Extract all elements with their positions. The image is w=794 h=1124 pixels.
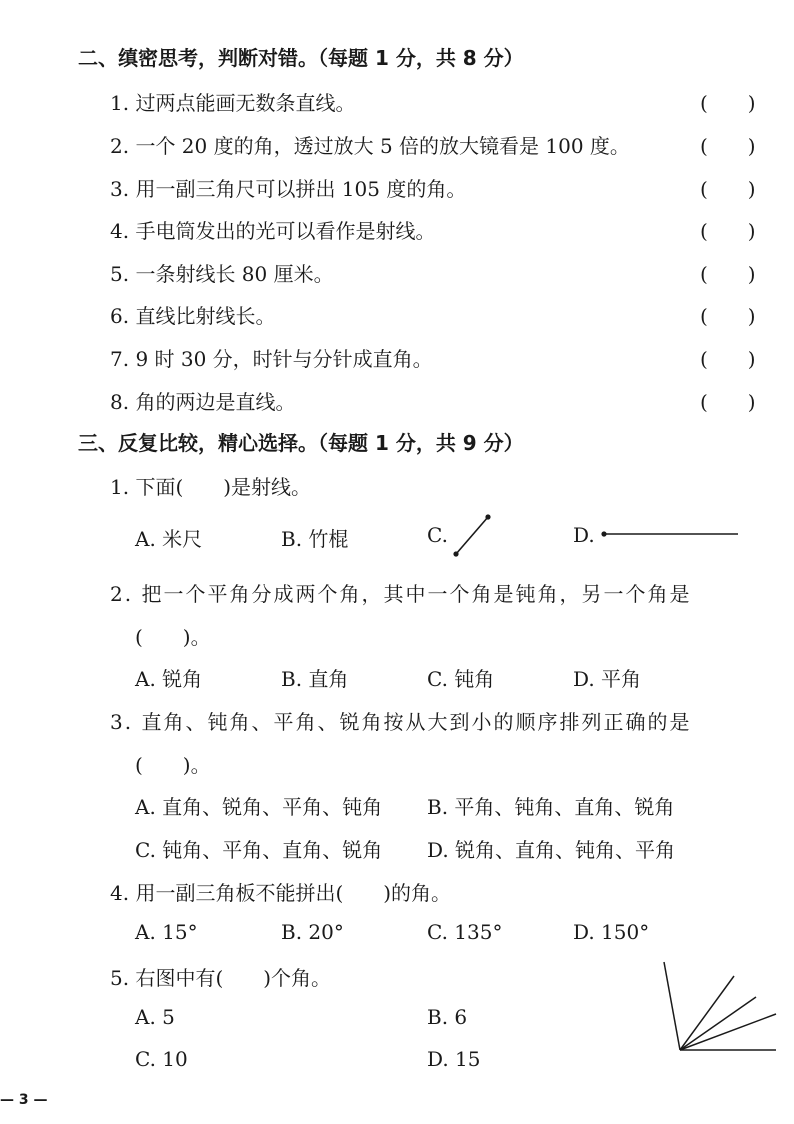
q1-option-a[interactable]: A. 米尺 [135,527,203,551]
ray-2 [680,1014,776,1050]
q5-option-b[interactable]: B. 6 [427,1005,468,1029]
choice-question-2: 2. 把一个平角分成两个角，其中一个角是钝角，另一个角是 [110,582,692,606]
q3-option-c[interactable]: C. 钝角、平角、直角、锐角 [135,838,383,862]
q4-option-c[interactable]: C. 135° [427,920,503,944]
judge-question-6: 6. 直线比射线长。 [110,304,276,328]
answer-blank-6[interactable]: ( ) [700,304,756,328]
choice-question-5: 5. 右图中有( )个角。 [110,966,332,990]
section-3-title: 三、反复比较，精心选择。（每题 1 分，共 9 分） [78,431,524,455]
q1-option-b[interactable]: B. 竹棍 [281,527,349,551]
judge-question-5: 5. 一条射线长 80 厘米。 [110,262,334,286]
q2-option-d[interactable]: D. 平角 [573,667,642,691]
judge-question-7: 7. 9 时 30 分，时针与分针成直角。 [110,347,433,371]
q4-option-d[interactable]: D. 150° [573,920,650,944]
answer-blank-4[interactable]: ( ) [700,219,756,243]
judge-question-3: 3. 用一副三角尺可以拼出 105 度的角。 [110,177,467,201]
q3-option-a[interactable]: A. 直角、锐角、平角、钝角 [135,795,383,819]
choice-question-3: 3. 直角、钝角、平角、锐角按从大到小的顺序排列正确的是 [110,710,692,734]
answer-blank-3[interactable]: ( ) [700,177,756,201]
q4-option-b[interactable]: B. 20° [281,920,344,944]
judge-question-1: 1. 过两点能画无数条直线。 [110,91,356,115]
q2-option-b[interactable]: B. 直角 [281,667,349,691]
line-segment-figure [450,512,492,560]
q5-option-a[interactable]: A. 5 [135,1005,175,1029]
q5-option-d[interactable]: D. 15 [427,1047,481,1071]
answer-blank-2[interactable]: ( ) [700,134,756,158]
judge-question-8: 8. 角的两边是直线。 [110,390,296,414]
page-number: — 3 — [0,1092,48,1108]
answer-blank-8[interactable]: ( ) [700,390,756,414]
q2-option-a[interactable]: A. 锐角 [135,667,203,691]
answer-blank-7[interactable]: ( ) [700,347,756,371]
q4-option-a[interactable]: A. 15° [135,920,198,944]
q1-option-d[interactable]: D. [573,523,595,547]
q1-option-c[interactable]: C. [427,523,448,547]
answer-blank-5[interactable]: ( ) [700,262,756,286]
ray-figure [598,527,740,541]
choice-question-1: 1. 下面( )是射线。 [110,475,312,499]
section-2-title: 二、缜密思考，判断对错。（每题 1 分，共 8 分） [78,46,524,70]
judge-question-4: 4. 手电筒发出的光可以看作是射线。 [110,219,436,243]
judge-question-2: 2. 一个 20 度的角，透过放大 5 倍的放大镜看是 100 度。 [110,134,630,158]
angle-rays-figure [660,960,780,1055]
choice-question-3-blank[interactable]: ( )。 [135,753,211,777]
ray-5 [664,962,680,1050]
q5-option-c[interactable]: C. 10 [135,1047,188,1071]
choice-question-2-blank[interactable]: ( )。 [135,625,211,649]
choice-question-4: 4. 用一副三角板不能拼出( )的角。 [110,881,452,905]
ray-3 [680,997,756,1050]
q3-option-b[interactable]: B. 平角、钝角、直角、锐角 [427,795,675,819]
answer-blank-1[interactable]: ( ) [700,91,756,115]
ray-4 [680,976,734,1050]
q2-option-c[interactable]: C. 钝角 [427,667,495,691]
q3-option-d[interactable]: D. 锐角、直角、钝角、平角 [427,838,676,862]
